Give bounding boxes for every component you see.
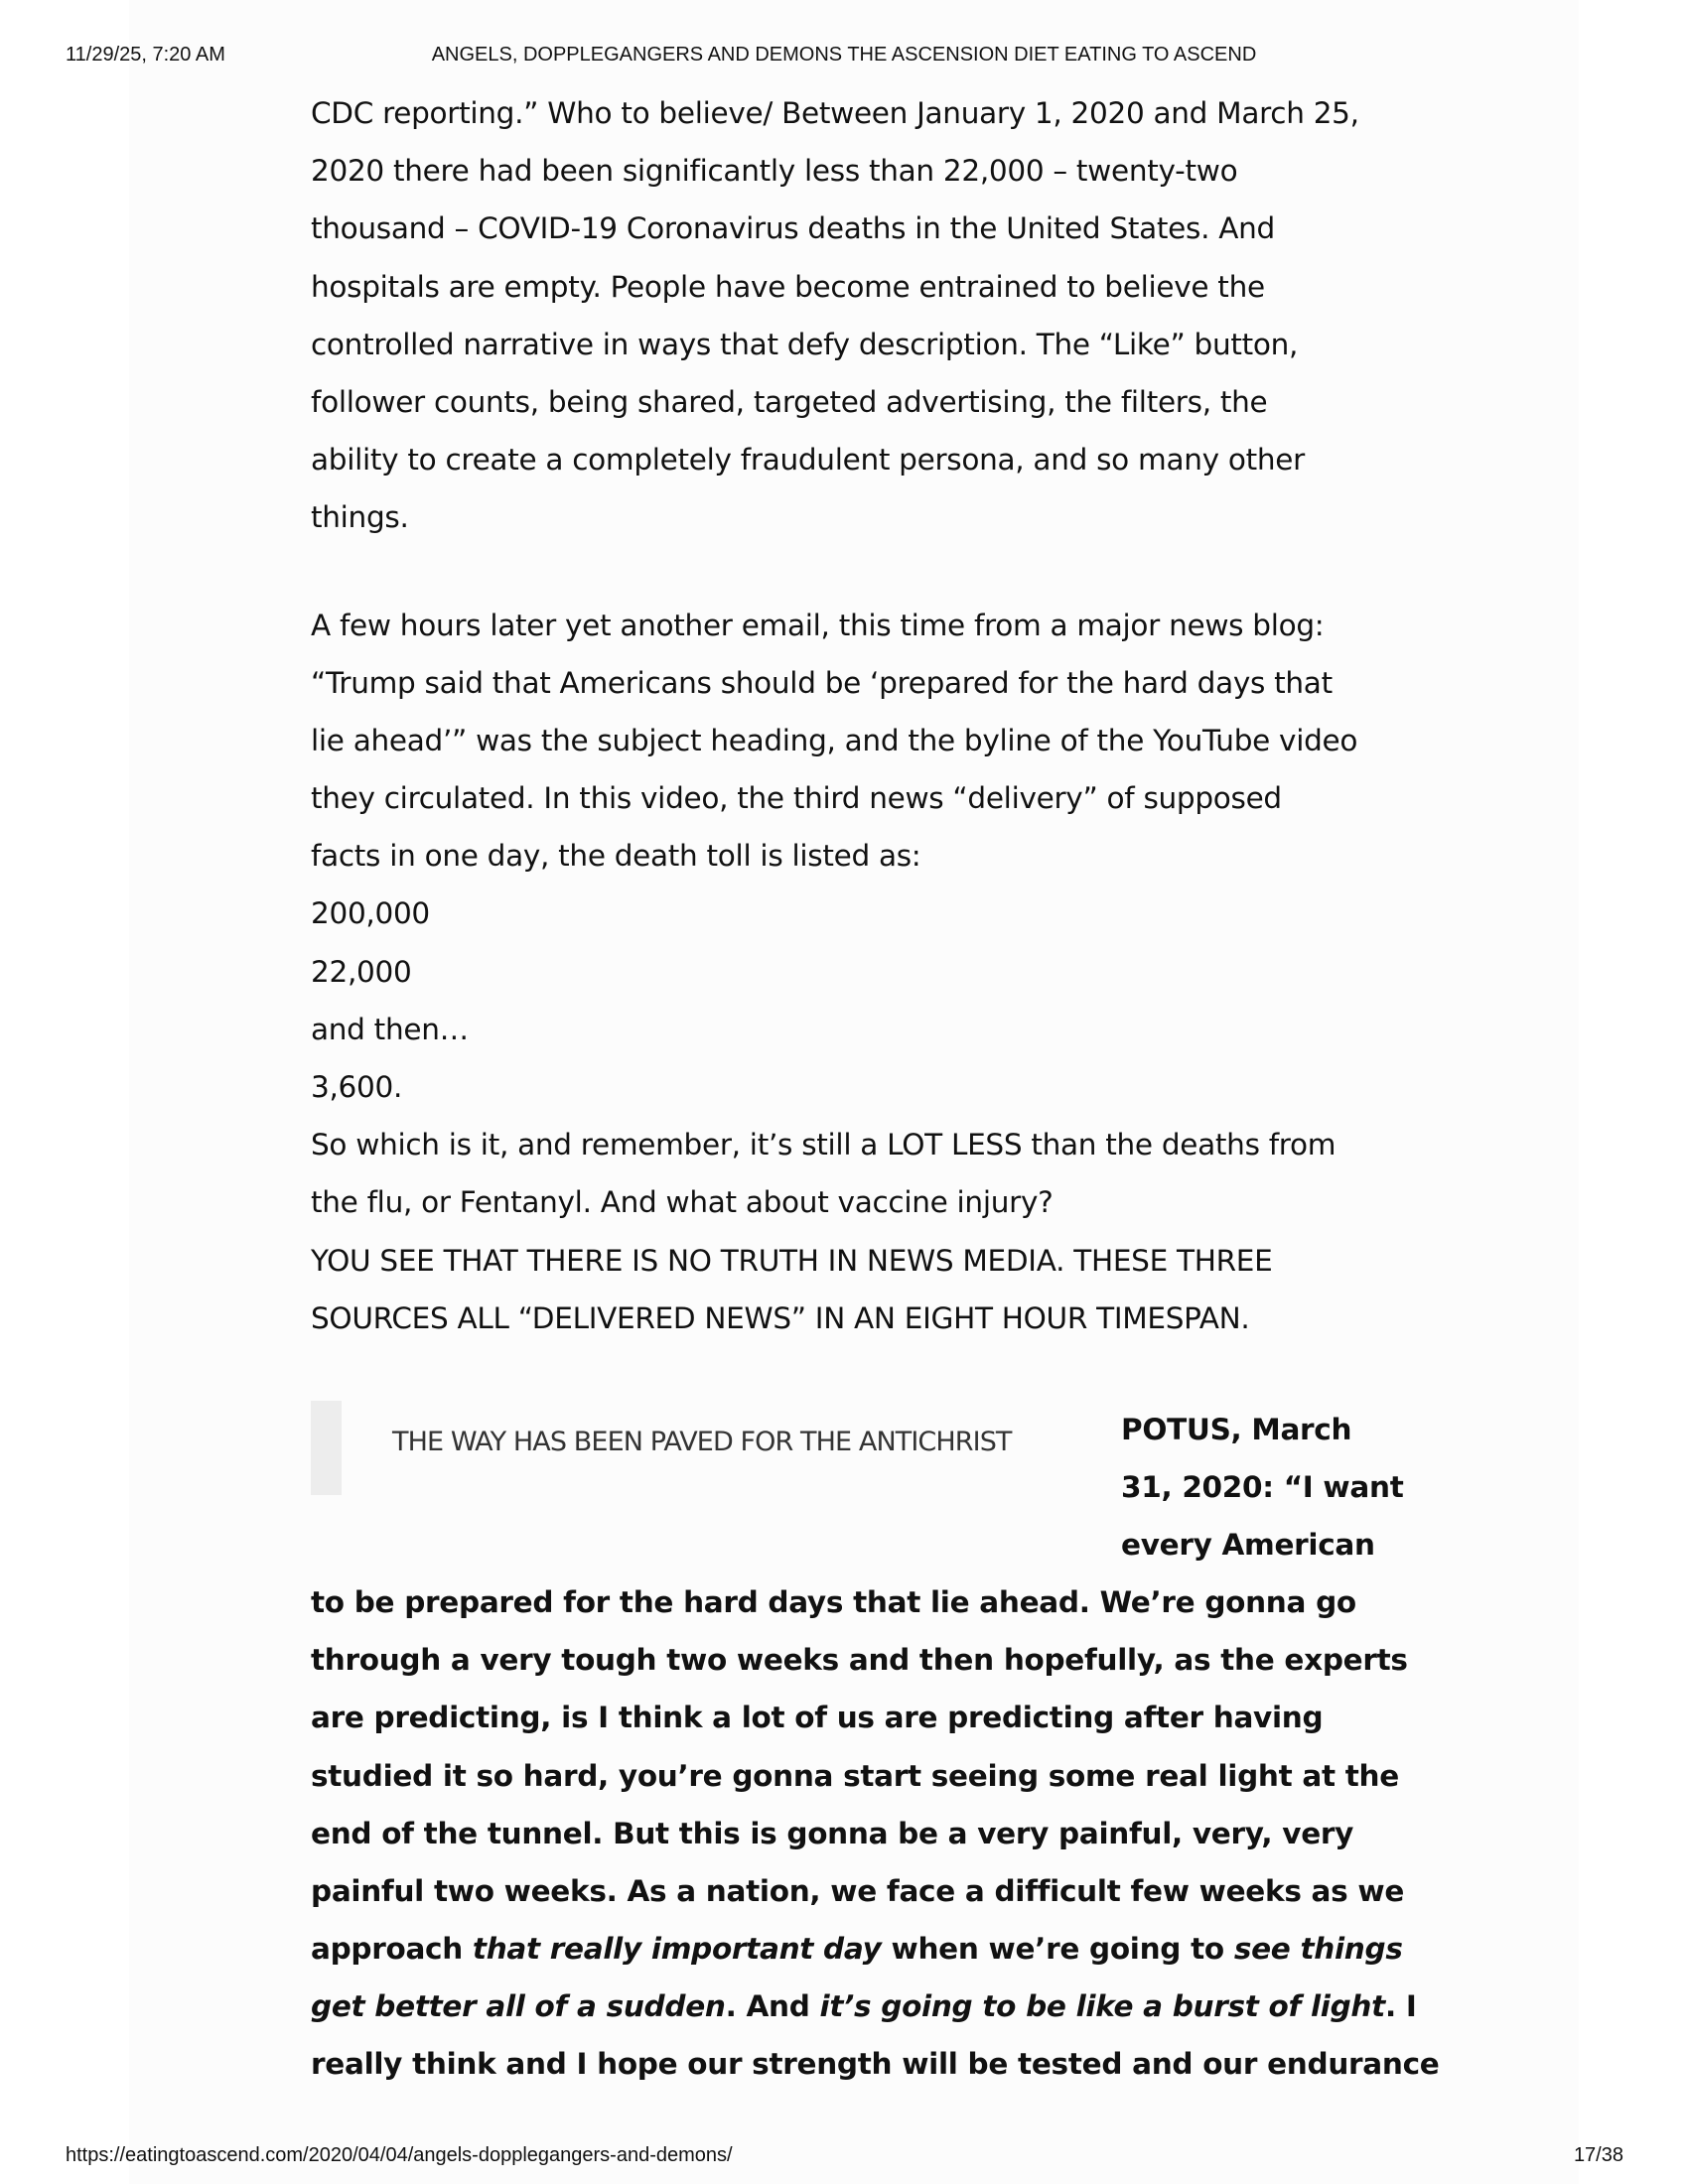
print-datetime: 11/29/25, 7:20 AM [66,44,225,66]
text-line [311,1920,1403,1978]
text-line: and then… [311,1012,469,1046]
text-line: hospitals are empty. People have become entrained to believe the [311,269,1265,304]
print-page-number: 17/38 [1573,2144,1623,2166]
paragraph-spacer [311,547,1403,597]
text-line: really think and I hope our strength will be tested and our endurance [311,2047,1440,2082]
text-line: “Trump said that Americans should be ‘prepared for the hard days that [311,665,1333,700]
text-line: every American [1121,1528,1375,1563]
paragraph-spacer [311,1347,1403,1401]
death-toll-figure: 3,600. [311,1070,403,1104]
text-line: POTUS, March [1121,1412,1352,1446]
article-body [311,84,1440,2094]
potus-quote-body [311,1573,1440,2094]
text-line: to be prepared for the hard days that lie ahead. We’re gonna go [311,1584,1356,1619]
text-line: CDC reporting.” Who to believe/ Between January 1, 2020 and March 25, [311,96,1359,130]
pullquote-row [311,1401,1403,1573]
death-toll-figure: 22,000 [311,954,412,989]
emphasis-text: get better all of a sudden [311,1989,726,2024]
text-run: . I [1384,1989,1417,2024]
text-line: follower counts, being shared, targeted advertising, the filters, the [311,384,1268,419]
text-line: through a very tough two weeks and then hopefully, as the experts [311,1643,1408,1678]
text-line [311,1978,1417,2035]
pullquote-text: THE WAY HAS BEEN PAVED FOR THE ANTICHRIST [392,1426,1012,1457]
text-line: ability to create a completely fraudulent persona, and so many other [311,443,1305,478]
text-run: when we’re going to [881,1932,1234,1967]
text-line: YOU SEE THAT THERE IS NO TRUTH IN NEWS MEDIA. THESE THREE [311,1243,1273,1278]
pullquote [311,1401,1075,1495]
emphasis-text: that really important day [472,1932,882,1967]
text-line: end of the tunnel. But this is gonna be a very painful, very, very [311,1816,1354,1850]
text-line: are predicting, is I think a lot of us are predicting after having [311,1701,1324,1735]
text-line: controlled narrative in ways that defy description. The “Like” button, [311,327,1299,361]
paragraph-news-blog [311,597,1403,1347]
text-line: things. [311,500,409,535]
potus-quote-intro [1121,1401,1419,1574]
text-line: painful two weeks. As a nation, we face a difficult few weeks as we [311,1873,1405,1908]
death-toll-figure: 200,000 [311,896,430,931]
emphasis-text: see things [1233,1932,1403,1967]
text-line: lie ahead’” was the subject heading, and the byline of the YouTube video [311,723,1358,757]
text-line: SOURCES ALL “DELIVERED NEWS” IN AN EIGHT HOUR TIMESPAN. [311,1300,1250,1335]
print-page-title: ANGELS, DOPPLEGANGERS AND DEMONS THE ASCENSION DIET EATING TO ASCEND [431,44,1257,66]
text-run: approach [311,1932,473,1967]
text-line: 31, 2020: “I want [1121,1470,1404,1505]
text-line: thousand – COVID-19 Coronavirus deaths in the United States. And [311,211,1275,246]
text-line: A few hours later yet another email, this time from a major news blog: [311,608,1325,642]
text-line: facts in one day, the death toll is listed as: [311,839,921,874]
pullquote-bar [311,1401,342,1495]
text-line: the flu, or Fentanyl. And what about vaccine injury? [311,1185,1054,1220]
text-line: studied it so hard, you’re gonna start seeing some real light at the [311,1758,1399,1793]
text-line: they circulated. In this video, the third news “delivery” of supposed [311,781,1282,816]
paragraph-cdc-reporting [311,84,1403,547]
print-page-url: https://eatingtoascend.com/2020/04/04/angels-dopplegangers-and-demons/ [66,2144,733,2166]
text-line: 2020 there had been significantly less than 22,000 – twenty-two [311,154,1238,189]
text-run: . And [725,1989,820,2024]
text-line: So which is it, and remember, it’s still a LOT LESS than the deaths from [311,1128,1336,1162]
emphasis-text: it’s going to be like a burst of light [819,1989,1385,2024]
